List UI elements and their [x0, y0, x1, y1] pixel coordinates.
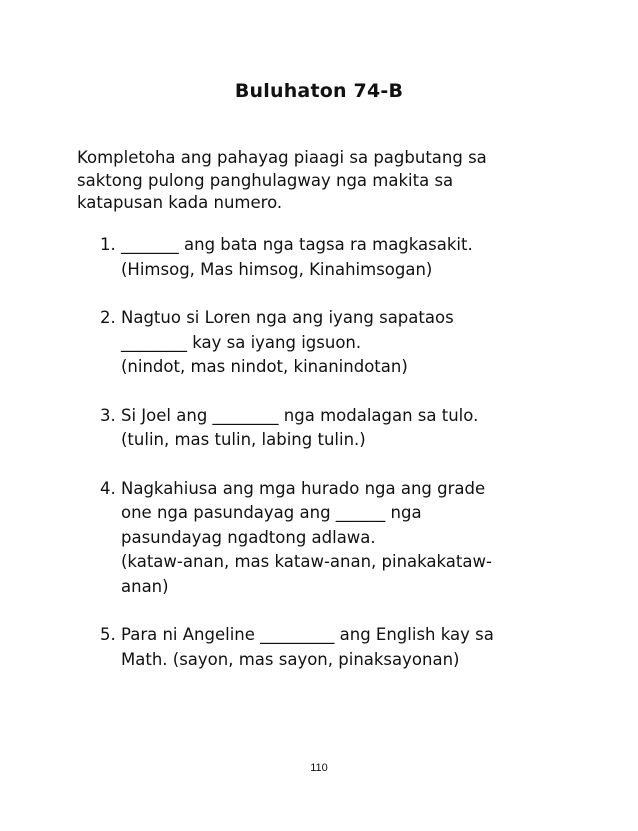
item-text-line: pasundayag ngadtong adlawa.	[121, 527, 376, 547]
item-text-line: Nagtuo si Loren nga ang iyang sapataos	[121, 308, 454, 327]
exercise-item	[100, 306, 540, 380]
item-text-line: ________ kay sa iyang igsuon.	[121, 332, 362, 352]
exercise-item	[100, 477, 540, 600]
instructions-line: saktong pulong panghulagway nga makita sa	[77, 170, 454, 190]
item-choices: anan)	[121, 576, 169, 596]
item-text-line: one nga pasundayag ang ______ nga	[121, 503, 422, 522]
item-text-line: _______ ang bata nga tagsa ra magkasakit.	[121, 235, 473, 254]
page-title: Buluhaton 74-B	[234, 80, 404, 102]
instructions	[77, 147, 557, 215]
item-choices: (nindot, mas nindot, kinanindotan)	[121, 357, 408, 376]
item-choices: Math. (sayon, mas sayon, pinaksayonan)	[121, 649, 460, 669]
instructions-line: katapusan kada numero.	[77, 193, 283, 212]
item-text-line: Si Joel ang ________ nga modalagan sa tulo.	[121, 405, 479, 425]
item-choices: (tulin, mas tulin, labing tulin.)	[121, 430, 366, 449]
item-number: 4.	[100, 478, 116, 498]
exercise-item	[100, 404, 540, 453]
item-text-line: Para ni Angeline _________ ang English kay sa	[121, 625, 494, 644]
item-choices: (Himsog, Mas himsog, Kinahimsogan)	[121, 259, 433, 279]
item-choices: (kataw-anan, mas kataw-anan, pinakakataw-	[121, 552, 492, 571]
item-number: 5.	[100, 625, 116, 644]
instructions-line: Kompletoha ang pahayag piaagi sa pagbutang sa	[77, 148, 487, 167]
exercise-list	[100, 233, 540, 696]
item-text-line: Nagkahiusa ang mga hurado nga ang grade	[121, 478, 486, 498]
page-number: 110	[310, 762, 328, 774]
item-number: 1.	[100, 235, 116, 254]
item-number: 3.	[100, 405, 116, 425]
item-number: 2.	[100, 308, 116, 327]
exercise-item	[100, 623, 540, 672]
exercise-item	[100, 233, 540, 282]
